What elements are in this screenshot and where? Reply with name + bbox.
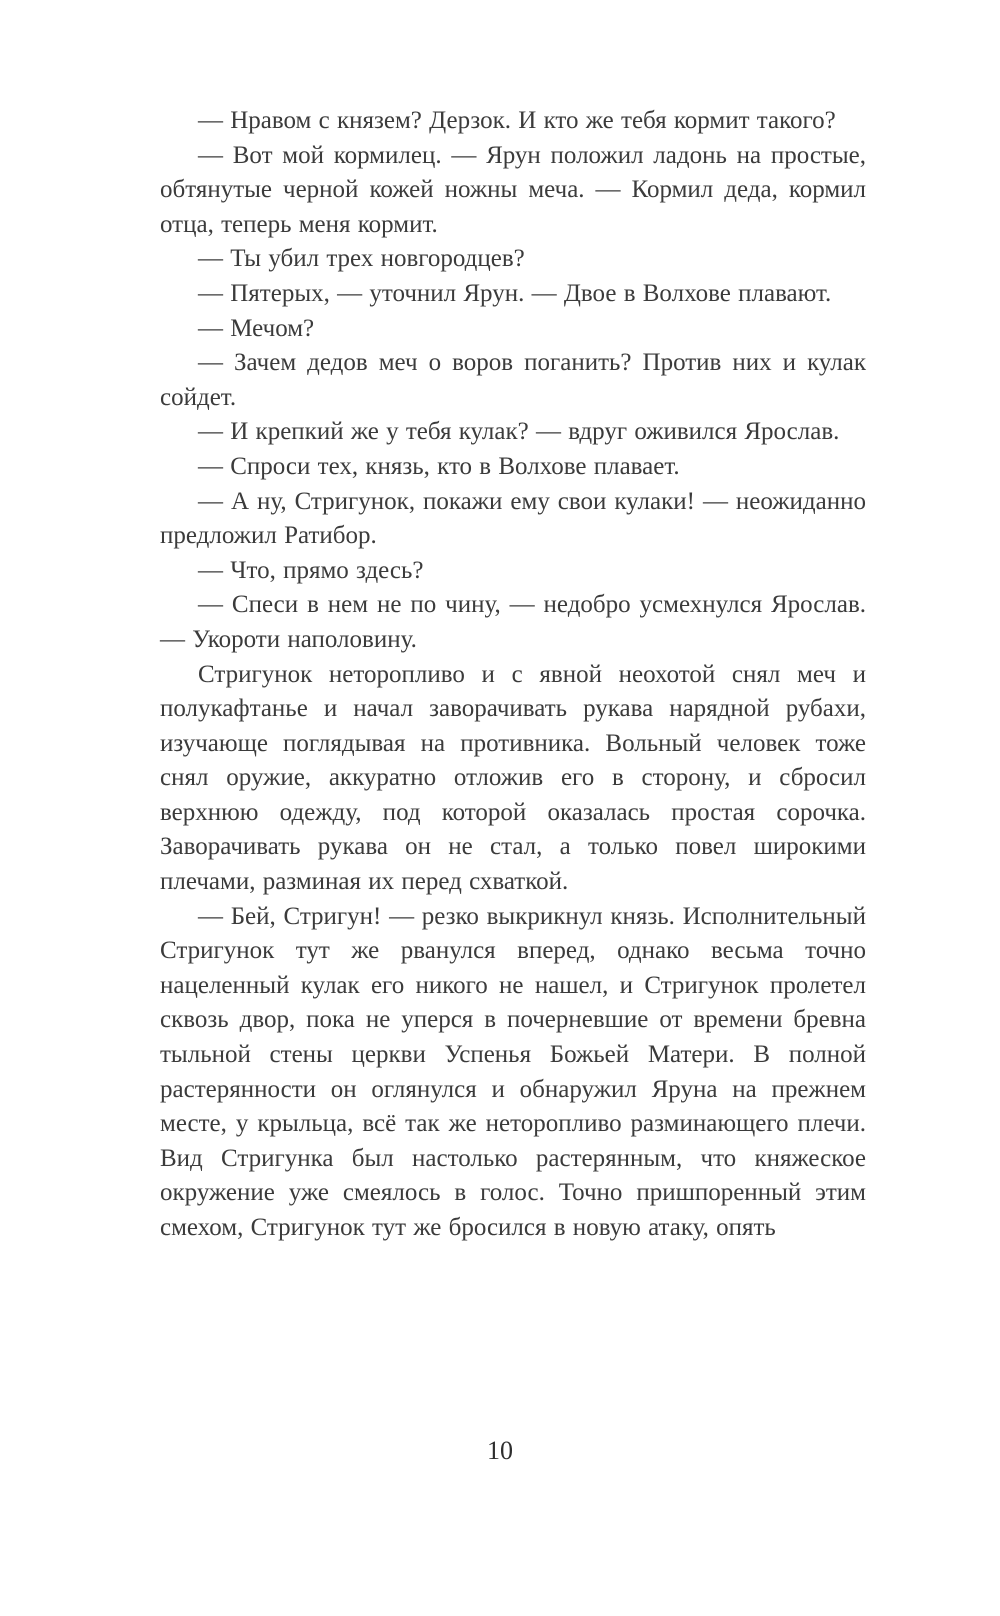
paragraph: — Что, прямо здесь? xyxy=(198,556,424,584)
paragraph: — Пятерых, — уточнил Ярун. — Двое в Волхове плавают. xyxy=(198,279,832,307)
paragraph: — И крепкий же у тебя кулак? — вдруг оживился Ярослав. xyxy=(198,418,840,446)
page-number: 10 xyxy=(487,1436,513,1465)
paragraph: — Зачем дедов меч о воров поганить? Против них и кулак сойдет. xyxy=(160,349,866,411)
paragraph: — А ну, Стригунок, покажи ему свои кулаки! — неожиданно предложил Ратибор. xyxy=(160,487,866,550)
paragraph: — Вот мой кормилец. — Ярун положил ладонь на простые, обтянутые черной кожей ножны меча. — Кормил деда, кормил отца, теперь меня кормит. xyxy=(160,141,866,238)
paragraph: — Ты убил трех новгородцев? xyxy=(198,245,525,273)
paragraph: — Спеси в нем не по чину, — недобро усмехнулся Ярослав. — Укороти наполовину. xyxy=(160,591,866,653)
paragraph: — Нравом с князем? Дерзок. И кто же тебя кормит такого? xyxy=(198,107,836,134)
text-block xyxy=(160,104,866,1246)
paragraph: — Мечом? xyxy=(198,314,315,342)
paragraph: — Спроси тех, князь, кто в Волхове плавает. xyxy=(198,452,680,480)
paragraph: — Бей, Стригун! — резко выкрикнул князь. Исполнительный Стригунок тут же рванулся вперед, однако весьма точно нацеленный кулак его никого не нашел, и Стригунок пролетел сквозь двор, пока не уперся в почерневшие от времени бревна тыльной стены церкви Успенья Божьей Матери. В полной растерянности он оглянулся и обнаружил Яруна на прежнем месте, у крыльца, всё так же неторопливо разминающего плечи. Вид Стригунка был настолько растерянным, что княжеское окружение уже смеялось в голос. Точно пришпоренный этим смехом, Стригунок тут же бросился в новую атаку, опять xyxy=(160,902,866,1241)
paragraph: Стригунок неторопливо и с явной неохотой снял меч и полукафтанье и начал заворачивать рукава нарядной рубахи, изучающе поглядывая на противника. Вольный человек тоже снял оружие, аккуратно отложив его в сторону, и сбросил верхнюю одежду, под которой оказалась простая сорочка. Заворачивать рукава он не стал, а только повел широкими плечами, разминая их перед схваткой. xyxy=(160,660,866,896)
